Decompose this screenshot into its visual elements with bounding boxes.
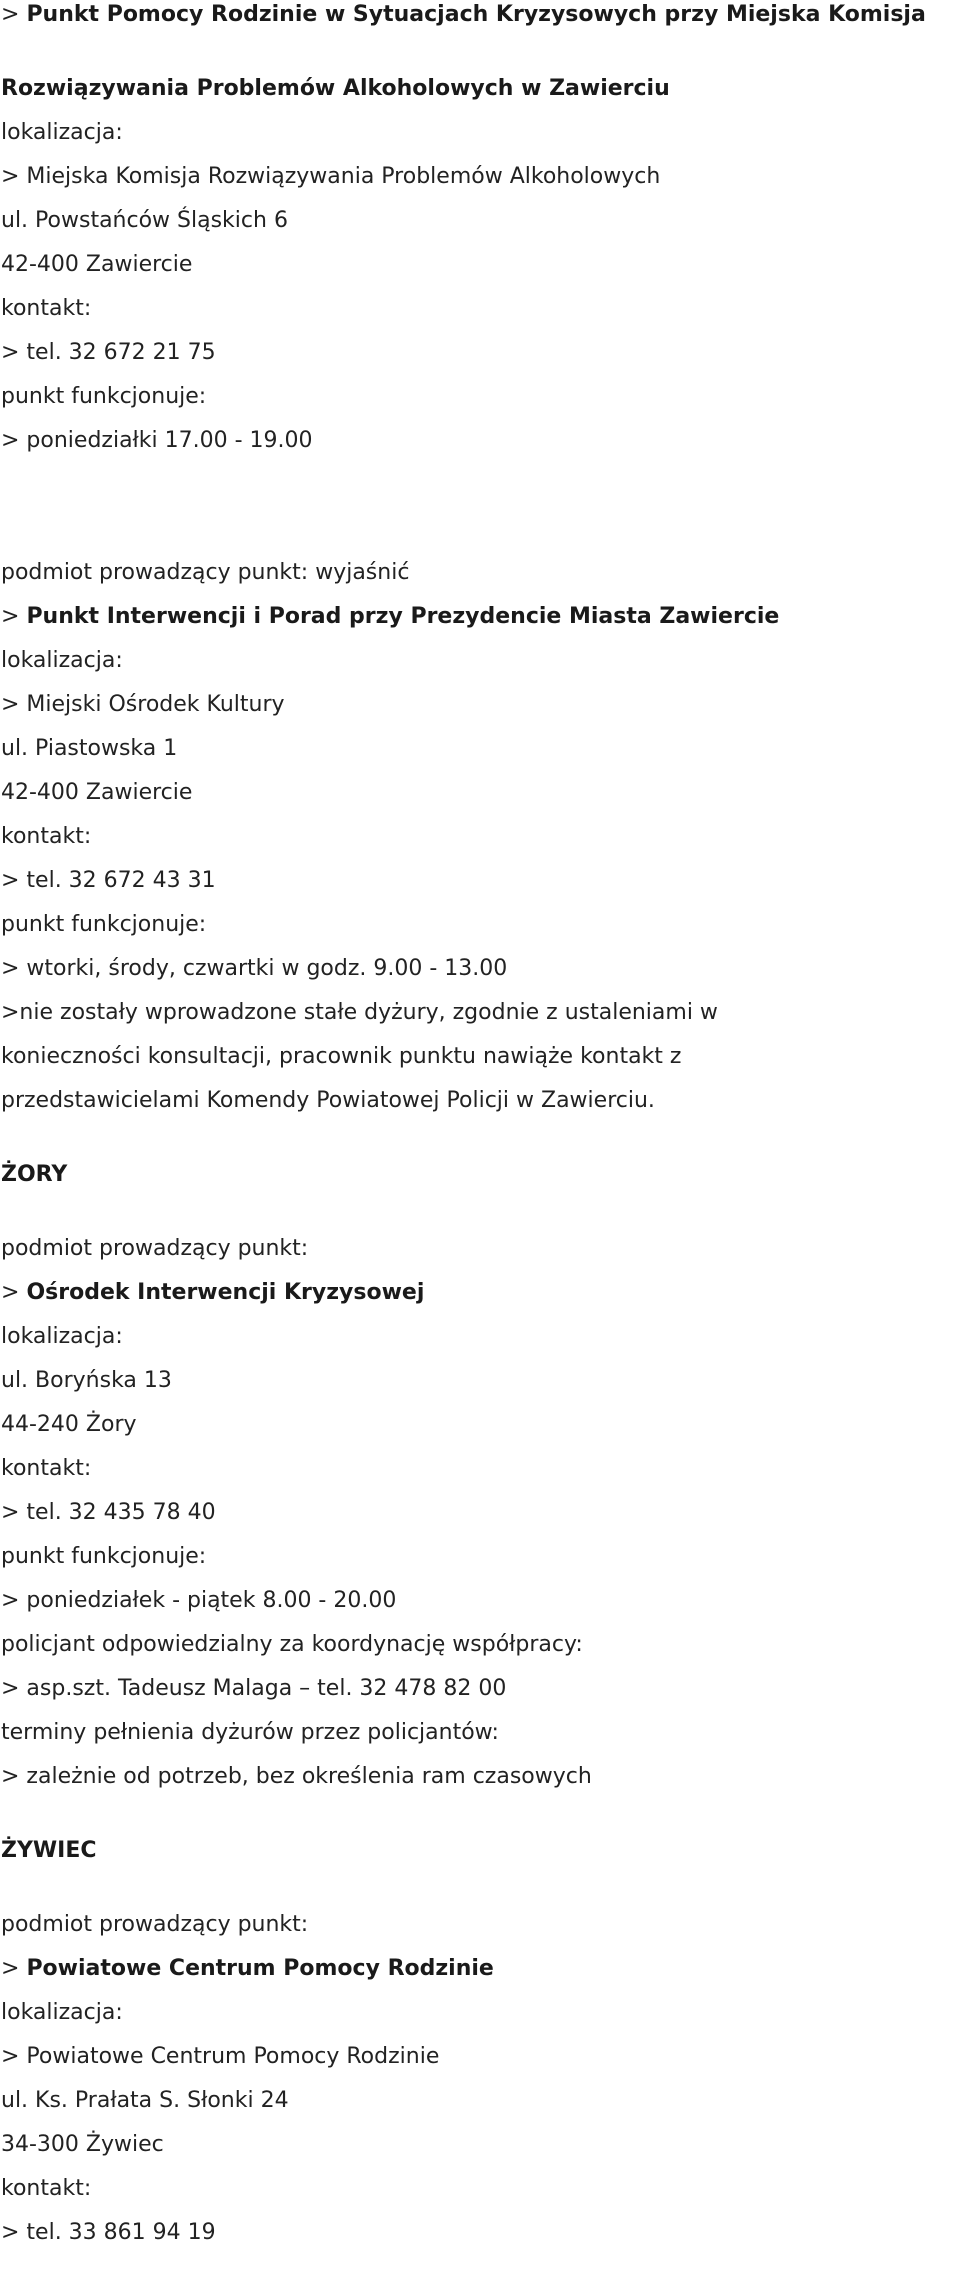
point-name: Punkt Interwencji i Porad przy Prezydencie Miasta Zawiercie	[26, 604, 780, 629]
lokalizacja-line: ul. Powstańców Śląskich 6	[1, 208, 288, 233]
podmiot-label: podmiot prowadzący punkt: wyjaśnić	[1, 560, 410, 585]
lokalizacja-line: > Powiatowe Centrum Pomocy Rodzinie	[1, 2044, 440, 2069]
point-name: Ośrodek Interwencji Kryzysowej	[26, 1280, 425, 1305]
prefix: >	[1, 1280, 20, 1305]
city-heading: ŻORY	[1, 1162, 68, 1187]
lokalizacja-line: > Miejski Ośrodek Kultury	[1, 692, 285, 717]
title-line	[1, 0, 960, 44]
podmiot-label: podmiot prowadzący punkt:	[1, 1912, 309, 1937]
spacer	[1, 1130, 960, 1160]
policjant-label: policjant odpowiedzialny za koordynację współpracy:	[1, 1632, 583, 1657]
kontakt-label: kontakt:	[1, 824, 92, 849]
kontakt-line: > tel. 32 672 43 31	[1, 868, 216, 893]
spacer	[1, 1204, 960, 1234]
podmiot-label: podmiot prowadzący punkt:	[1, 1236, 309, 1261]
kontakt-label: kontakt:	[1, 1456, 92, 1481]
funkcjonuje-line: > poniedziałek - piątek 8.00 - 20.00	[1, 1588, 397, 1613]
note-line: >nie zostały wprowadzone stałe dyżury, zgodnie z ustaleniami w	[1, 1000, 718, 1025]
kontakt-line: > tel. 32 672 21 75	[1, 340, 216, 365]
funkcjonuje-line: > poniedziałki 17.00 - 19.00	[1, 428, 313, 453]
kontakt-line: > tel. 33 861 94 19	[1, 2220, 216, 2245]
kontakt-label: kontakt:	[1, 296, 92, 321]
funkcjonuje-label: punkt funkcjonuje:	[1, 912, 207, 937]
point-name: Powiatowe Centrum Pomocy Rodzinie	[26, 1956, 494, 1981]
lokalizacja-line: 42-400 Zawiercie	[1, 780, 193, 805]
kontakt-label: kontakt:	[1, 2176, 92, 2201]
point-title-cont: Rozwiązywania Problemów Alkoholowych w Zawierciu	[1, 76, 670, 101]
note-line: konieczności konsultacji, pracownik punktu nawiąże kontakt z	[1, 1044, 682, 1069]
terminy-line: > zależnie od potrzeb, bez określenia ram czasowych	[1, 1764, 592, 1789]
spacer	[1, 1880, 960, 1910]
prefix: >	[1, 1956, 20, 1981]
lokalizacja-line: 34-300 Żywiec	[1, 2132, 164, 2157]
spacer	[1, 1806, 960, 1836]
lokalizacja-label: lokalizacja:	[1, 120, 123, 145]
policjant-line: > asp.szt. Tadeusz Malaga – tel. 32 478 82 00	[1, 1676, 507, 1701]
lokalizacja-line: ul. Piastowska 1	[1, 736, 178, 761]
lokalizacja-line: ul. Ks. Prałata S. Słonki 24	[1, 2088, 289, 2113]
point-name-line	[1, 602, 960, 646]
city-heading: ŻYWIEC	[1, 1838, 97, 1863]
lokalizacja-label: lokalizacja:	[1, 1324, 123, 1349]
prefix: >	[1, 2, 20, 27]
spacer	[1, 470, 960, 558]
title-line-2	[1, 74, 960, 118]
kontakt-line: > tel. 32 435 78 40	[1, 1500, 216, 1525]
funkcjonuje-label: punkt funkcjonuje:	[1, 1544, 207, 1569]
lokalizacja-label: lokalizacja:	[1, 648, 123, 673]
lokalizacja-line: ul. Boryńska 13	[1, 1368, 172, 1393]
point-name-line	[1, 1954, 960, 1998]
note-line: przedstawicielami Komendy Powiatowej Policji w Zawierciu.	[1, 1088, 655, 1113]
terminy-label: terminy pełnienia dyżurów przez policjantów:	[1, 1720, 499, 1745]
funkcjonuje-label: punkt funkcjonuje:	[1, 384, 207, 409]
lokalizacja-line: 42-400 Zawiercie	[1, 252, 193, 277]
funkcjonuje-line: > wtorki, środy, czwartki w godz. 9.00 - 13.00	[1, 956, 508, 981]
lokalizacja-line: > Miejska Komisja Rozwiązywania Problemów Alkoholowych	[1, 164, 661, 189]
point-title: Punkt Pomocy Rodzinie w Sytuacjach Kryzysowych przy Miejska Komisja	[26, 2, 926, 27]
lokalizacja-label: lokalizacja:	[1, 2000, 123, 2025]
point-name-line	[1, 1278, 960, 1322]
lokalizacja-line: 44-240 Żory	[1, 1412, 137, 1437]
prefix: >	[1, 604, 20, 629]
